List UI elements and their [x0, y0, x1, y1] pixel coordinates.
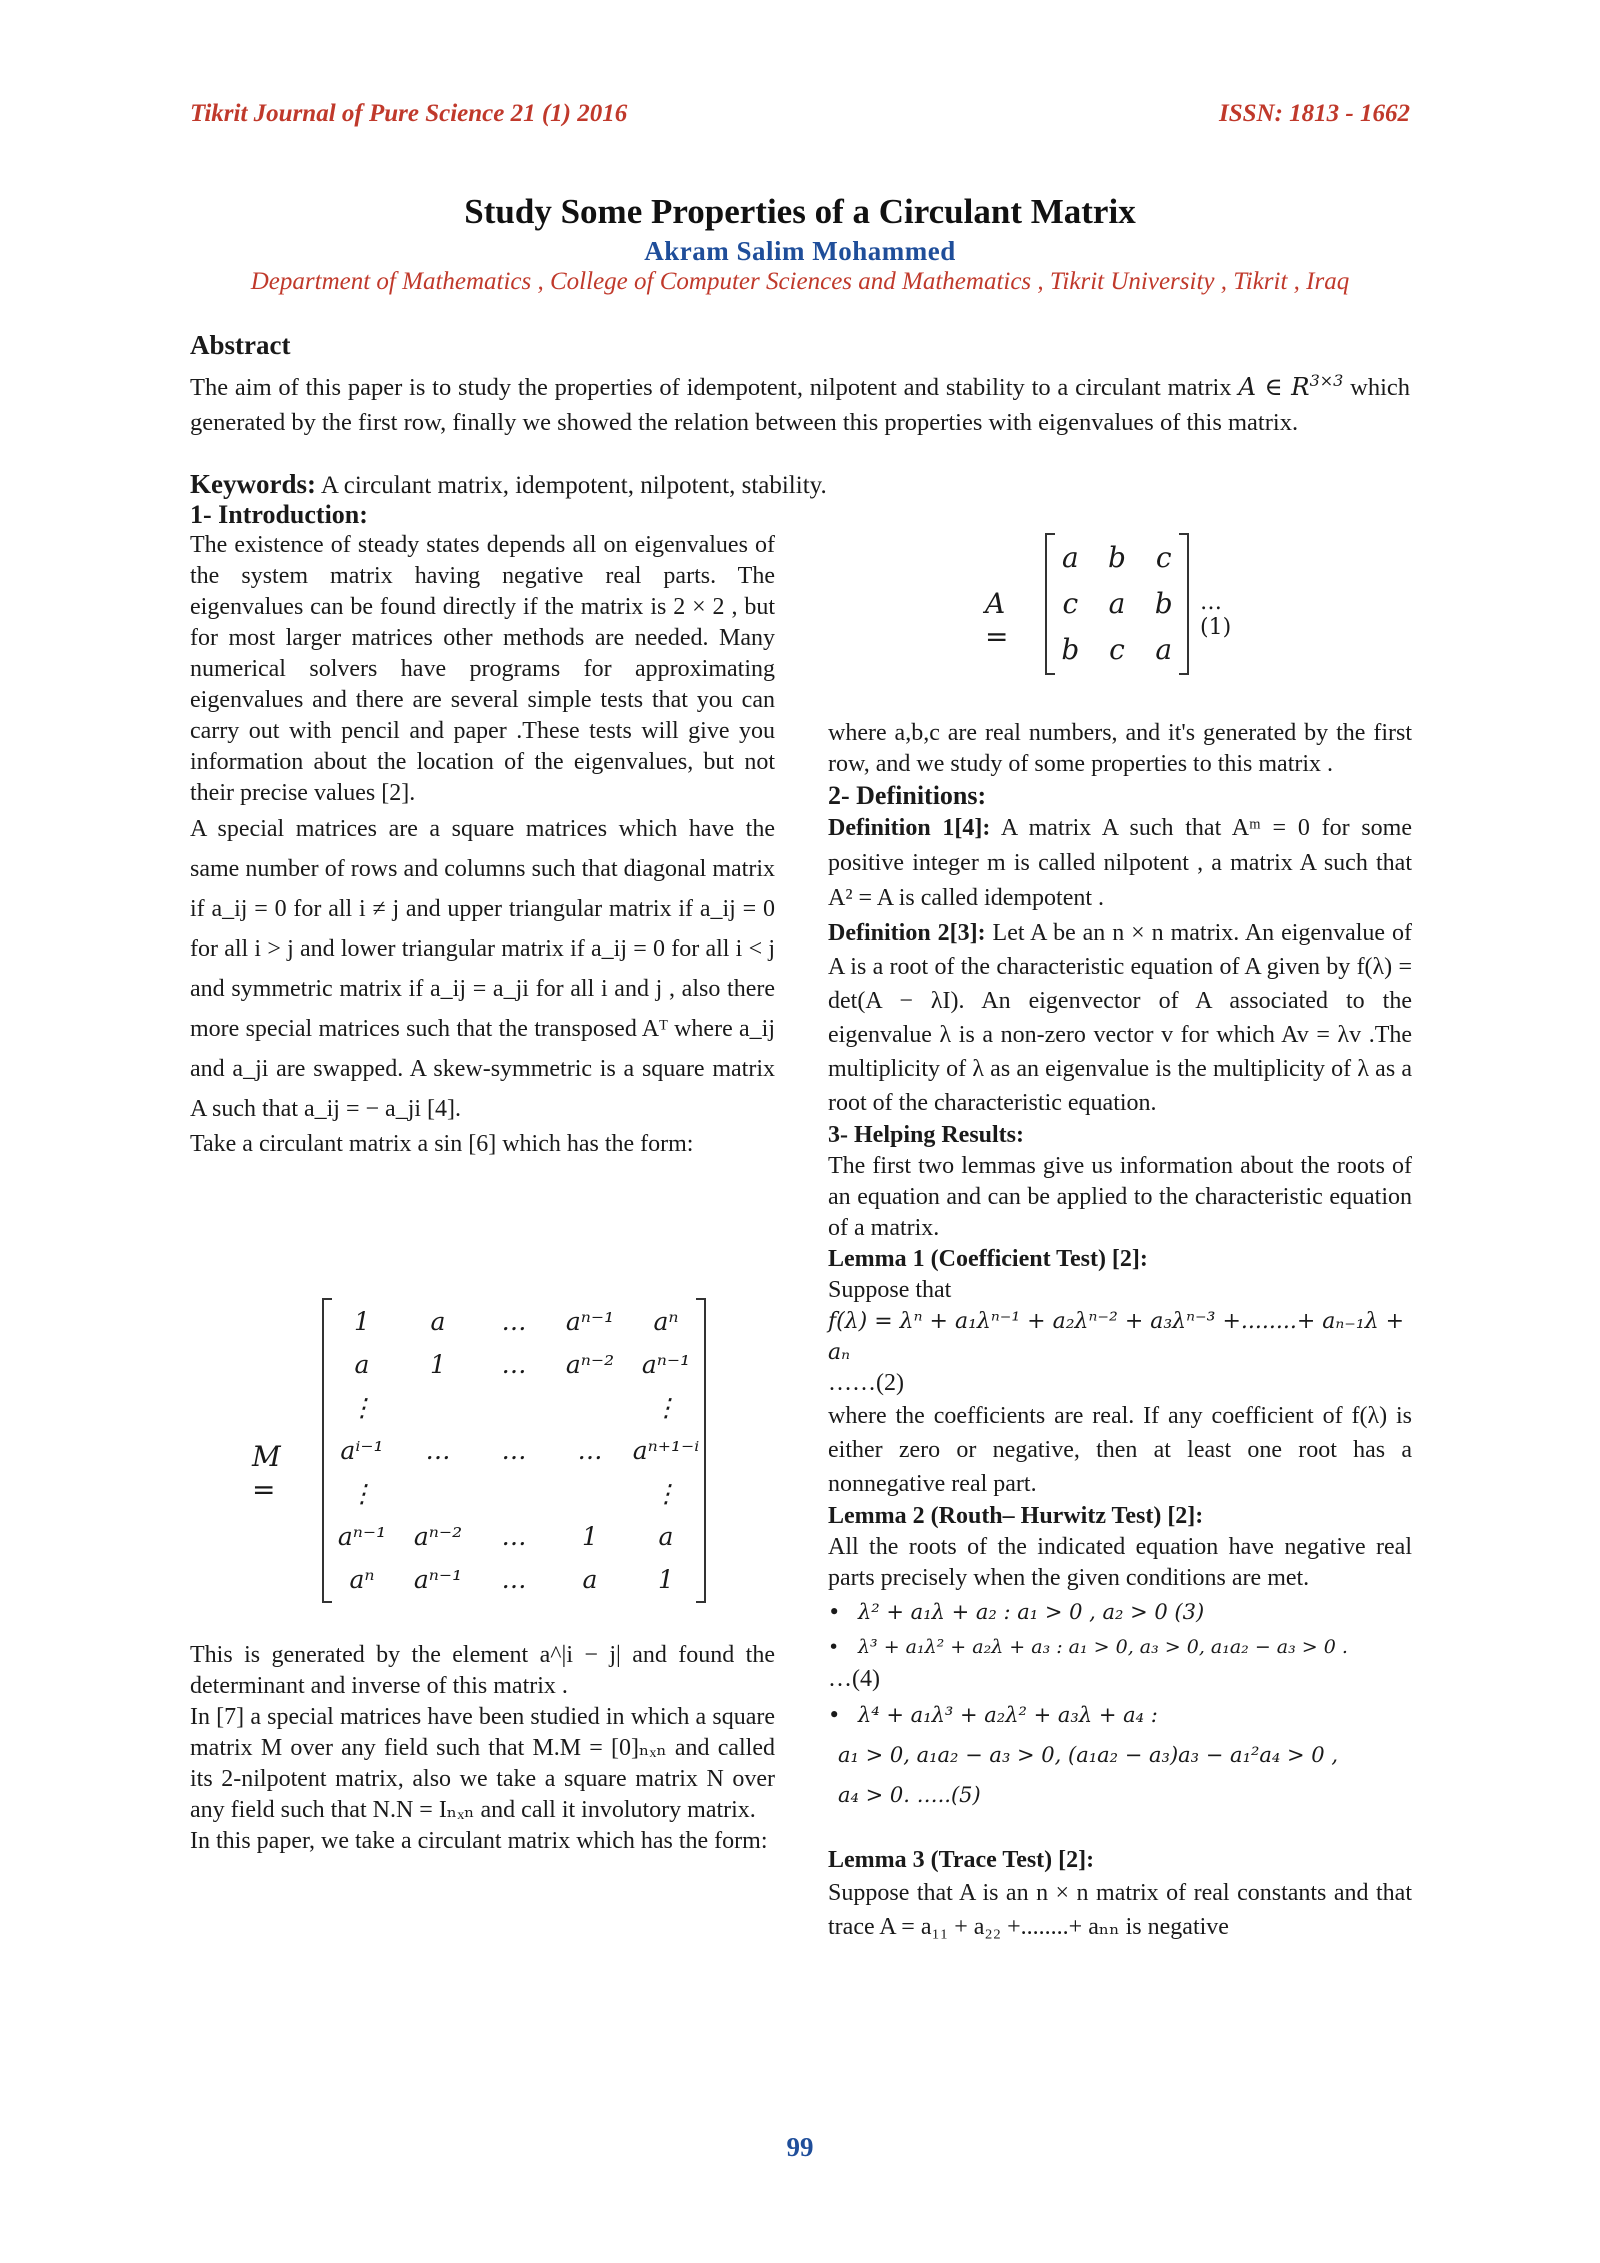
matrix-A-grid: [1045, 535, 1189, 673]
matrix-A-cell: a: [1061, 541, 1079, 574]
abstract-body: [190, 363, 1410, 440]
journal-header: Tikrit Journal of Pure Science 21 (1) 2016: [190, 100, 628, 127]
keywords-label: Keywords:: [190, 469, 316, 499]
matrix-M-cell: …: [425, 1436, 451, 1465]
abstract-text-1: The aim of this paper is to study the properties of idempotent, nilpotent and stability to a circulant matrix: [190, 374, 1232, 402]
matrix-M-cell: 1: [430, 1350, 446, 1379]
helping-results-text: The first two lemmas give us information about the roots of an equation and can be applied to the characteristic equation of a matrix.: [828, 1153, 1412, 1241]
intro-paragraph-3: Take a circulant matrix a sin [6] which has the form:: [190, 1131, 694, 1157]
abstract-math: A ∈ R: [1238, 372, 1310, 402]
matrix-M-cell: a: [658, 1522, 674, 1551]
matrix-M-cell: [552, 1386, 628, 1429]
matrix-A-label: A =: [985, 587, 1009, 653]
definitions-heading: 2- Definitions:: [828, 781, 987, 810]
matrix-M-cell: aⁿ⁻¹: [641, 1350, 691, 1379]
issn-header: ISSN: 1813 - 1662: [1219, 100, 1410, 127]
condition-bullet-3-conditions: a₁ > 0, a₁a₂ − a₃ > 0, (a₁a₂ − a₃)a₃ − a₁²a₄ > 0 ,: [838, 1743, 1339, 1767]
matrix-M-cell: aⁿ: [349, 1565, 375, 1594]
definition-1: [828, 811, 1412, 916]
matrix-M-cell: [400, 1386, 476, 1429]
matrix-M-cell: a: [430, 1307, 446, 1336]
matrix-A-cell: b: [1154, 587, 1173, 620]
matrix-M-cell: 1: [658, 1565, 674, 1594]
lemma-1-equation: f(λ) = λⁿ + a₁λⁿ⁻¹ + a₂λⁿ⁻² + a₃λⁿ⁻³ +........+ aₙ₋₁λ + aₙ: [828, 1309, 1405, 1365]
matrix-M-cell: aⁿ⁻¹: [565, 1307, 615, 1336]
matrix-M-label: M =: [252, 1440, 281, 1506]
lemma-1-text: where the coefficients are real. If any coefficient of f(λ) is either zero or negative, then at least one root has a nonnegative real part.: [828, 1403, 1412, 1497]
matrix-M-cell: aⁿ⁻¹: [413, 1565, 463, 1594]
matrix-M-cell: aⁱ⁻¹: [340, 1436, 384, 1465]
lemma-3-label: Lemma 3 (Trace Test) [2]:: [828, 1847, 1095, 1873]
matrix-M-cell: …: [501, 1565, 527, 1594]
matrix-A-eq-number: …(1): [1200, 590, 1232, 640]
definition-1-text: A matrix A such that Aᵐ = 0 for some positive integer m is called nilpotent , a matrix A such that A² = A is called idempotent .: [828, 815, 1412, 911]
intro-paragraph-5: In [7] a special matrices have been studied in which a square matrix M over any field such that M.M = [0]ₙₓₙ and called its 2-nilpotent matrix, also we take a square matrix N over any field such that N.N = Iₙₓₙ and call it involutory matrix.: [190, 1704, 775, 1823]
matrix-M-cell: 1: [582, 1522, 598, 1551]
intro-heading: 1- Introduction:: [190, 500, 368, 529]
lemma-1-eq-number: ……(2): [828, 1370, 904, 1396]
intro-paragraph-6: In this paper, we take a circulant matrix which has the form:: [190, 1828, 768, 1854]
keywords-text: A circulant matrix, idempotent, nilpotent, stability.: [315, 472, 827, 499]
lemma-3-text: Suppose that A is an n × n matrix of real constants and that trace A = a₁₁ + a₂₂ +........+ aₙₙ is negative: [828, 1880, 1412, 1940]
matrix-A-cell: a: [1108, 587, 1126, 620]
right-column: [828, 718, 1412, 1944]
matrix-M-cell: …: [501, 1307, 527, 1336]
matrix-M-cell: 1: [354, 1307, 370, 1336]
matrix-M-cell: ⋮: [349, 1479, 375, 1508]
intro-paragraph-2: A special matrices are a square matrices which have the same number of rows and columns such that diagonal matrix if a_ij = 0 for all i ≠ j and upper triangular matrix if a_ij = 0 for all i > j and lower triangular matrix if a_ij = 0 for all i < j and symmetric matrix if a_ij = a_ji for all i and j , also there more special matrices such that the transposed Aᵀ where a_ij and a_ji are swapped. A skew-symmetric is a square matrix A such that a_ij = − a_ji [4].: [190, 816, 775, 1122]
matrix-M-grid: [322, 1300, 706, 1601]
definition-1-label: Definition 1[4]:: [828, 815, 991, 841]
lemma-2-text: All the roots of the indicated equation have negative real parts precisely when the given conditions are met.: [828, 1534, 1412, 1591]
matrix-A-cell: c: [1062, 587, 1079, 620]
matrix-M-cell: aⁿ⁺¹⁻ⁱ: [632, 1436, 700, 1465]
matrix-M-cell: aⁿ⁻²: [565, 1350, 615, 1379]
matrix-M-cell: …: [501, 1350, 527, 1379]
paper-author: Akram Salim Mohammed: [644, 236, 956, 266]
matrix-M-cell: a: [582, 1565, 598, 1594]
intro-paragraph-4: This is generated by the element a^|i − j| and found the determinant and inverse of this matrix .: [190, 1642, 775, 1699]
condition-bullet-3: • λ⁴ + a₁λ³ + a₂λ² + a₃λ + a₄ :: [828, 1695, 1412, 1735]
matrix-M-cell: [552, 1472, 628, 1515]
matrix-M-cell: aⁿ: [653, 1307, 679, 1336]
page-number: 99: [786, 2132, 814, 2162]
lemma-1-label: Lemma 1 (Coefficient Test) [2]:: [828, 1246, 1148, 1272]
matrix-M-cell: aⁿ⁻¹: [337, 1522, 387, 1551]
matrix-M-cell: ⋮: [653, 1393, 679, 1422]
abstract-text-2: which generated by the first row, finally we showed the relation between this properties with eigenvalues of this matrix.: [190, 374, 1411, 437]
condition-bullet-2: • λ³ + a₁λ² + a₂λ + a₃ : a₁ > 0, a₃ > 0, a₁a₂ − a₃ > 0 .: [828, 1630, 1412, 1664]
definition-2: [828, 916, 1412, 1120]
matrix-A-cell: c: [1109, 633, 1125, 666]
lemma-2-label: Lemma 2 (Routh– Hurwitz Test) [2]:: [828, 1503, 1204, 1529]
intro-paragraph-1: The existence of steady states depends all on eigenvalues of the system matrix having negative real parts. The eigenvalues can be found directly if the matrix is 2 × 2 , but for most larger matrices other methods are needed. Many numerical solvers have programs for approximating eigenvalues and there are several simple tests that you can carry out with pencil and paper .These tests will give you information about the location of the eigenvalues, but not their precise values [2].: [190, 532, 775, 806]
abstract-heading: Abstract: [190, 330, 291, 360]
left-column-top: [190, 499, 775, 1160]
definition-2-text: Let A be an n × n matrix. An eigenvalue of A is a root of the characteristic equation of A given by f(λ) = det(A − λI). An eigenvector of A associated to the eigenvalue λ is a non-zero vector v for which Av = λv .The multiplicity of λ as an eigenvalue is the multiplicity of λ as a root of the characteristic equation.: [828, 920, 1412, 1116]
matrix-M-cell: …: [501, 1436, 527, 1465]
matrix-A-cell: b: [1061, 633, 1080, 666]
matrix-M-cell: [476, 1472, 552, 1515]
left-column-bottom: [190, 1640, 775, 1857]
condition-bullet-2-number: …(4): [828, 1666, 880, 1692]
matrix-M-cell: aⁿ⁻²: [413, 1522, 463, 1551]
matrix-M-cell: [400, 1472, 476, 1515]
matrix-M-cell: …: [501, 1522, 527, 1551]
matrix-A-cell: a: [1155, 633, 1173, 666]
matrix-A-cell: c: [1155, 541, 1172, 574]
matrix-M-cell: …: [577, 1436, 603, 1465]
paper-title: Study Some Properties of a Circulant Matrix: [464, 192, 1136, 231]
matrix-M-cell: a: [354, 1350, 370, 1379]
matrix-M-cell: [476, 1386, 552, 1429]
paper-affiliation: Department of Mathematics , College of Computer Sciences and Mathematics , Tikrit University , Tikrit , Iraq: [250, 268, 1350, 295]
abstract-math-sup: 3×3: [1309, 371, 1344, 390]
matrix-A-cell: b: [1108, 541, 1126, 574]
condition-bullet-1: • λ² + a₁λ + a₂ : a₁ > 0 , a₂ > 0 (3): [828, 1594, 1412, 1630]
lemma-1-intro: Suppose that: [828, 1277, 952, 1303]
definition-2-label: Definition 2[3]:: [828, 920, 986, 946]
matrix-A-description: where a,b,c are real numbers, and it's generated by the first row, and we study of some properties to this matrix .: [828, 720, 1412, 777]
matrix-M-cell: ⋮: [349, 1393, 375, 1422]
condition-bullet-3-conditions-2: a₄ > 0. …..(5): [838, 1783, 981, 1807]
matrix-M-cell: ⋮: [653, 1479, 679, 1508]
keywords-line: [190, 467, 1410, 503]
helping-results-heading: 3- Helping Results:: [828, 1122, 1025, 1148]
